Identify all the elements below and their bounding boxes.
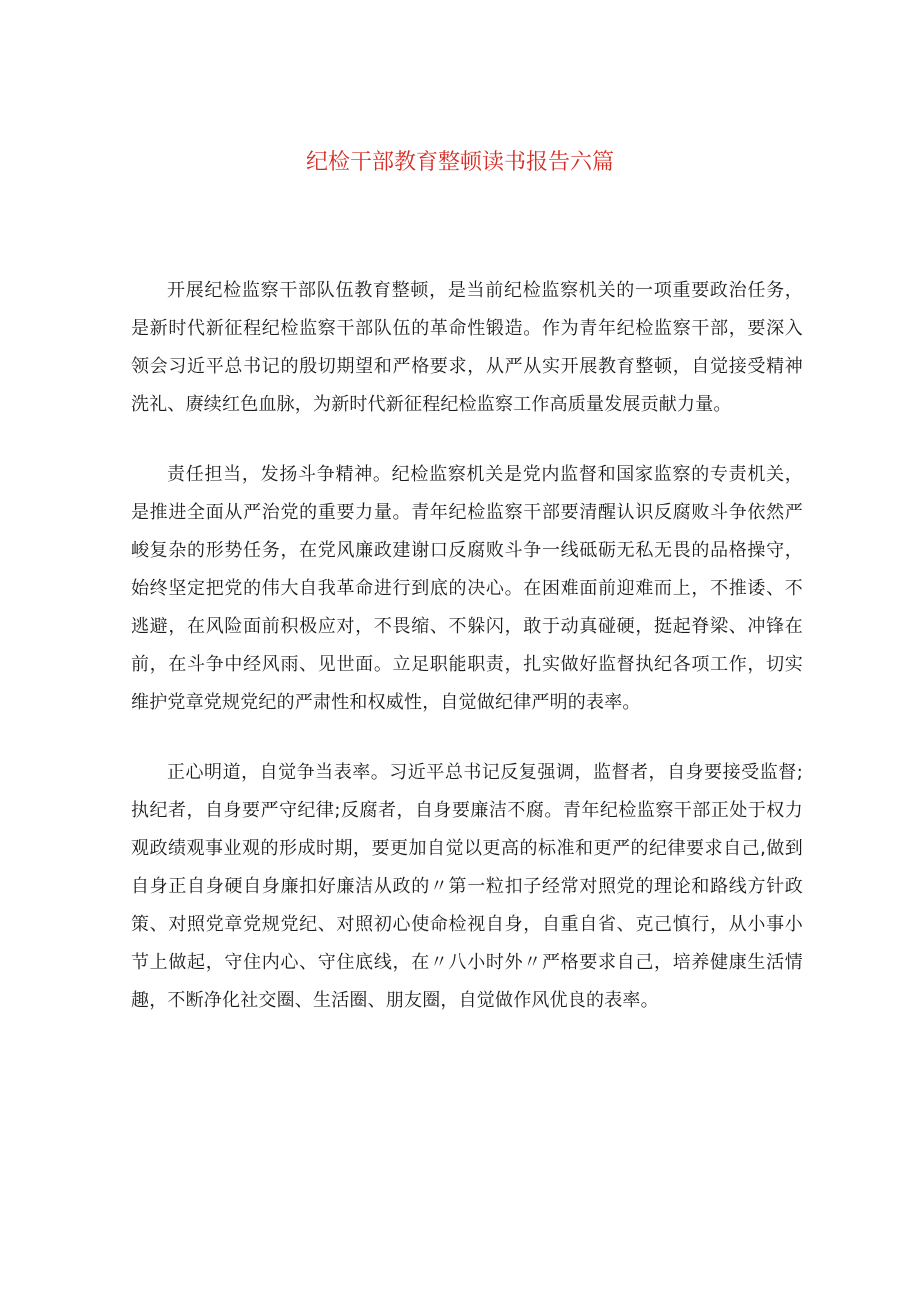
document-title: 纪检干部教育整顿读书报告六篇 bbox=[305, 150, 614, 175]
paragraph-3: 正心明道，自觉争当表率。习近平总书记反复强调，监督者，自身要接受监督;执纪者，自身要严守纪律;反腐者，自身要廉洁不腐。青年纪检监察干部正处于权力观政绩观事业观的形成时期，要更加自觉以更高的标准和更严的纪律要求自己,做到自身正自身硬自身廉扣好廉洁从政的〃第一粒扣子经常对照党的理论和路线方针政策、对照党章党规党纪、对照初心使命检视自身，自重自省、克己慎行，从小事小节上做起，守住内心、守住底线，在〃八小时外〃严格要求自己，培养健康生活情趣，不断净化社交圈、生活圈、朋友圈，自觉做作风优良的表率。 bbox=[131, 762, 803, 1011]
paragraph-1: 开展纪检监察干部队伍教育整顿，是当前纪检监察机关的一项重要政治任务，是新时代新征程纪检监察干部队伍的革命性锻造。作为青年纪检监察干部，要深入领会习近平总书记的殷切期望和严格要求，从严从实开展教育整顿，自觉接受精神洗礼、赓续红色血脉，为新时代新征程纪检监察工作高质量发展贡献力量。 bbox=[131, 280, 803, 415]
paragraph-2: 责任担当，发扬斗争精神。纪检监察机关是党内监督和国家监察的专责机关，是推进全面从严治党的重要力量。青年纪检监察干部要清醒认识反腐败斗争依然严峻复杂的形势任务，在党风廉政建谢口反腐败斗争一线砥砺无私无畏的品格操守，始终坚定把党的伟大自我革命进行到底的决心。在困难面前迎难而上，不推诿、不逃避，在风险面前积极应对，不畏缩、不躲闪，敢于动真碰硬，挺起脊梁、冲锋在前，在斗争中经风雨、见世面。立足职能职责，扎实做好监督执纪各项工作，切实维护党章党规党纪的严肃性和权威性，自觉做纪律严明的表率。 bbox=[131, 464, 803, 713]
document-body bbox=[131, 272, 803, 1052]
